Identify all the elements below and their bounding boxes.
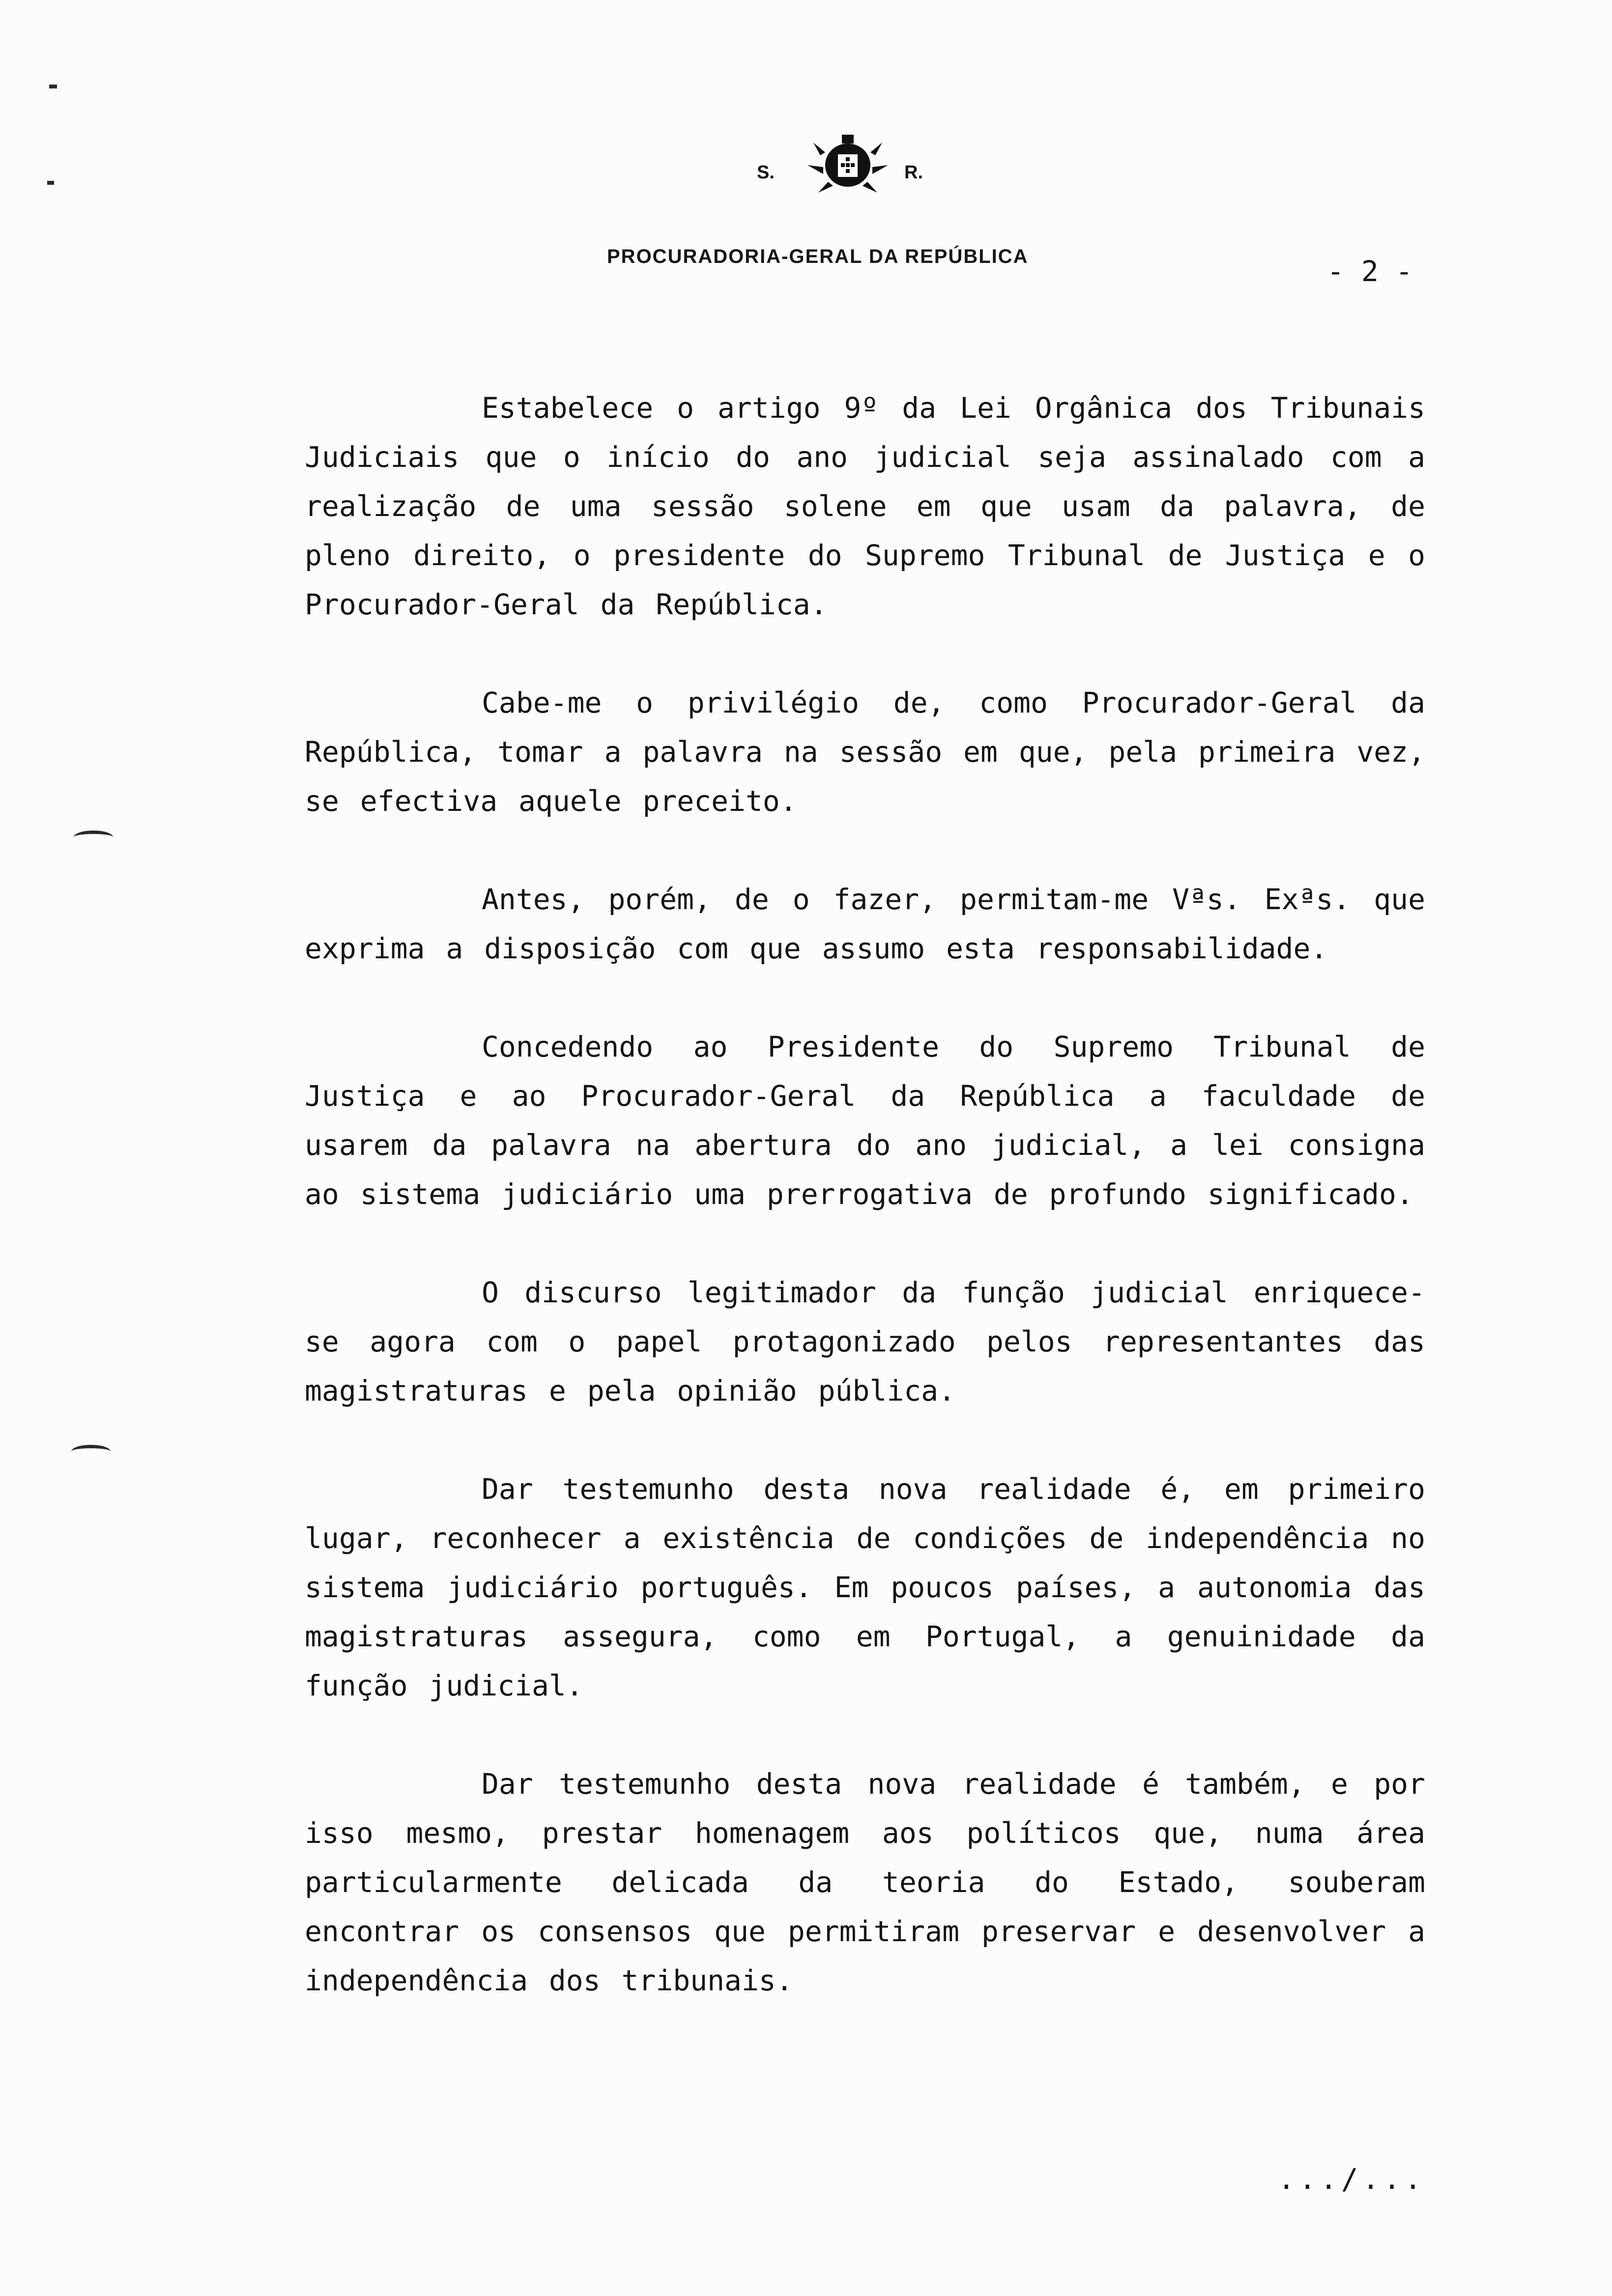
emblem-left-letter: S.	[757, 162, 775, 183]
document-body	[305, 383, 1425, 2054]
emblem-right-letter: R.	[904, 162, 923, 183]
margin-mark	[71, 1445, 111, 1458]
margin-mark	[47, 181, 54, 185]
paragraph: Dar testemunho desta nova realidade é, em primeiro lugar, reconhecer a existência de condições de independência no sistema judiciário português. Em poucos países, a autonomia das magistraturas assegura, como em Portugal, a genuinidade da função judicial.	[305, 1472, 1425, 1702]
paragraph: Antes, porém, de o fazer, permitam-me Vªs. Exªs. que exprima a disposição com que assumo esta responsabilidade.	[305, 883, 1425, 965]
page-number: - 2 -	[1327, 255, 1413, 288]
letterhead-emblem	[747, 133, 953, 197]
paragraph: Dar testemunho desta nova realidade é também, e por isso mesmo, prestar homenagem aos políticos que, numa área particularmente delicada da teoria do Estado, souberam encontrar os consensos que permitiram preservar e desenvolver a independência dos tribunais.	[305, 1767, 1425, 1997]
institution-name: PROCURADORIA-GERAL DA REPÚBLICA	[607, 246, 1029, 267]
continuation-marker: .../...	[1278, 2162, 1426, 2196]
margin-mark	[74, 831, 113, 844]
paragraph: Cabe-me o privilégio de, como Procurador-Geral da República, tomar a palavra na sessão em que, pela primeira vez, se efectiva aquele preceito.	[305, 686, 1425, 818]
coat-of-arms-icon	[799, 133, 897, 197]
paragraph: Estabelece o artigo 9º da Lei Orgânica dos Tribunais Judiciais que o início do ano judicial seja assinalado com a realização de uma sessão solene em que usam da palavra, de pleno direito, o presidente do Supremo Tribunal de Justiça e o Procurador-Geral da República.	[305, 391, 1425, 621]
margin-mark	[49, 85, 57, 88]
paragraph: O discurso legitimador da função judicial enriquece-se agora com o papel protagonizado pelos representantes das magistraturas e pela opinião pública.	[305, 1276, 1425, 1407]
paragraph: Concedendo ao Presidente do Supremo Tribunal de Justiça e ao Procurador-Geral da República a faculdade de usarem da palavra na abertura do ano judicial, a lei consigna ao sistema judiciário uma prerrogativa de profundo significado.	[305, 1030, 1425, 1211]
